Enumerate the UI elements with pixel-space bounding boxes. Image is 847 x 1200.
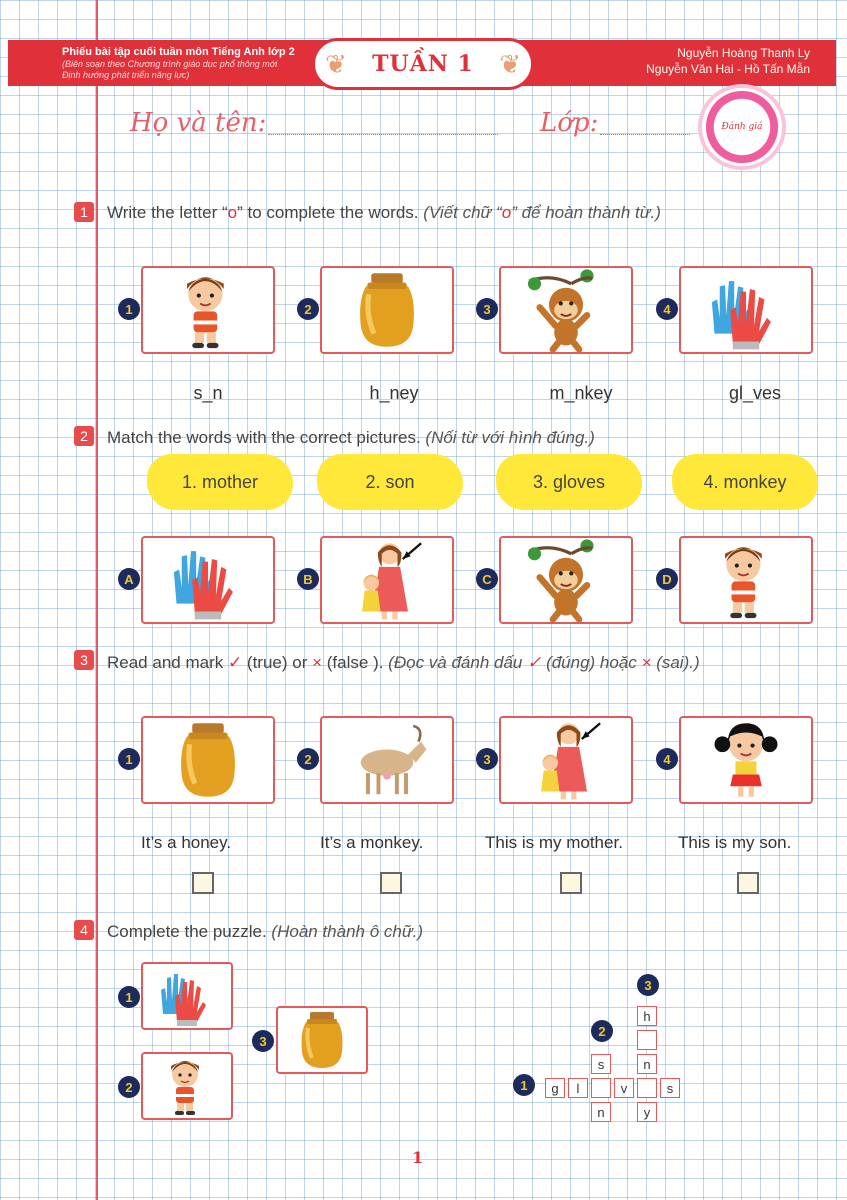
- puzzle-cell[interactable]: s: [660, 1078, 680, 1098]
- s1-card-3: [499, 266, 633, 354]
- monkey-icon: [501, 268, 631, 352]
- s3-num-1: 1: [118, 748, 140, 770]
- cross-icon-vi: ×: [641, 653, 652, 672]
- puzzle-cell[interactable]: v: [614, 1078, 634, 1098]
- header-subject-sub1: (Biên soạn theo Chương trình giáo dục phổ thông mới: [62, 59, 278, 70]
- gloves-icon: [681, 268, 811, 352]
- puzzle-cell[interactable]: [591, 1078, 611, 1098]
- s1-num-4: 4: [656, 298, 678, 320]
- section2-number: 2: [74, 426, 94, 446]
- s3-checkbox-2[interactable]: [380, 872, 402, 894]
- goat-icon: [322, 718, 452, 802]
- s2-card-b[interactable]: [320, 536, 454, 624]
- section2-title: [107, 428, 595, 448]
- s1-word-3: m_nkey: [549, 383, 613, 403]
- s3-num-3: 3: [476, 748, 498, 770]
- s2-card-d[interactable]: [679, 536, 813, 624]
- s2-letter-c: C: [476, 568, 498, 590]
- s1-word-1: s_n: [193, 383, 223, 403]
- s1-card-2: [320, 266, 454, 354]
- puzzle-cell[interactable]: s: [591, 1054, 611, 1074]
- section1-letter-vi: o: [501, 203, 512, 222]
- section3-title-vi-b: (đúng) hoặc: [541, 653, 642, 672]
- s1-word-2: h_ney: [369, 383, 419, 403]
- s1-num-1: 1: [118, 298, 140, 320]
- puzzle-label-2: 2: [591, 1020, 613, 1042]
- puzzle-cell[interactable]: [637, 1078, 657, 1098]
- section4-number: 4: [74, 920, 94, 940]
- ornament-left-icon: ❦: [325, 49, 347, 79]
- puzzle-cell[interactable]: h: [637, 1006, 657, 1026]
- puzzle-cell[interactable]: [637, 1030, 657, 1050]
- s3-sentence-4: This is my son.: [678, 833, 792, 852]
- section4-title-vi: (Hoàn thành ô chữ.): [271, 922, 424, 941]
- author-2: Nguyễn Văn Hai - Hồ Tấn Mẫn: [646, 61, 810, 76]
- s2-letter-a: A: [118, 568, 140, 590]
- s3-sentence-1: It’s a honey.: [141, 833, 232, 852]
- header-subject-sub2: Định hướng phát triển năng lực): [62, 69, 190, 80]
- s1-card-4: [679, 266, 813, 354]
- puzzle-label-3: 3: [637, 974, 659, 996]
- puzzle-cell[interactable]: y: [637, 1102, 657, 1122]
- s1-num-3: 3: [476, 298, 498, 320]
- cross-icon: ×: [312, 653, 323, 672]
- match-word-2[interactable]: 2. son: [320, 457, 460, 507]
- puzzle-cell[interactable]: n: [591, 1102, 611, 1122]
- gloves-icon: [143, 964, 231, 1028]
- name-label: Họ và tên:: [130, 108, 267, 138]
- s4-clue-card-3: [276, 1006, 368, 1074]
- page-number: 1: [412, 1148, 424, 1167]
- class-label: Lớp:: [540, 108, 599, 138]
- section4-title: [107, 922, 423, 942]
- s4-clue-num-1: 1: [118, 986, 140, 1008]
- boy-icon: [143, 268, 273, 352]
- match-word-4[interactable]: 4. monkey: [675, 457, 815, 507]
- section1-title-a: Write the letter “: [107, 203, 228, 222]
- section3-title-vi-c: (sai).): [651, 653, 700, 672]
- s1-word-4: gl_ves: [728, 383, 782, 403]
- s3-num-2: 2: [297, 748, 319, 770]
- s4-clue-num-2: 2: [118, 1076, 140, 1098]
- section3-title-b: (true) or: [242, 653, 313, 672]
- check-icon-vi: ✓: [527, 653, 542, 672]
- puzzle-cell[interactable]: g: [545, 1078, 565, 1098]
- s3-card-2: [320, 716, 454, 804]
- honey-jar-icon: [143, 718, 273, 802]
- s1-card-1: [141, 266, 275, 354]
- section3-title: [107, 653, 700, 673]
- section3-title-c: (false ).: [322, 653, 389, 672]
- s3-num-4: 4: [656, 748, 678, 770]
- section3-number: 3: [74, 650, 94, 670]
- section1-title-b: ” to complete the words.: [237, 203, 424, 222]
- boy-icon: [143, 1054, 231, 1118]
- s1-num-2: 2: [297, 298, 319, 320]
- s3-checkbox-3[interactable]: [560, 872, 582, 894]
- week-badge: [312, 38, 534, 90]
- header-subject: [62, 46, 312, 81]
- s2-letter-b: B: [297, 568, 319, 590]
- grade-flower: [702, 88, 782, 166]
- s4-clue-card-2: [141, 1052, 233, 1120]
- header-subject-title: Phiếu bài tập cuối tuần môn Tiếng Anh lớp 2: [62, 46, 295, 58]
- grade-label: Đánh giá: [721, 122, 763, 132]
- puzzle-cell[interactable]: l: [568, 1078, 588, 1098]
- author-1: Nguyễn Hoàng Thanh Ly: [677, 46, 810, 60]
- ornament-right-icon: ❦: [499, 49, 521, 79]
- section2-title-vi: (Nối từ với hình đúng.): [425, 428, 595, 447]
- match-word-3[interactable]: 3. gloves: [499, 457, 639, 507]
- section1-letter: o: [227, 203, 238, 222]
- s2-letter-d: D: [656, 568, 678, 590]
- section4-title-en: Complete the puzzle.: [107, 922, 272, 941]
- name-field[interactable]: [268, 134, 498, 135]
- honey-jar-icon: [322, 268, 452, 352]
- s4-clue-num-3: 3: [252, 1030, 274, 1052]
- s3-card-3: [499, 716, 633, 804]
- match-word-1[interactable]: 1. mother: [150, 457, 290, 507]
- girl-icon: [681, 718, 811, 802]
- margin-line: [96, 0, 98, 1200]
- boy-icon: [681, 538, 811, 622]
- week-title: TUẦN 1: [372, 51, 474, 77]
- section3-title-a: Read and mark: [107, 653, 228, 672]
- s3-card-1: [141, 716, 275, 804]
- s4-clue-card-1: [141, 962, 233, 1030]
- s2-card-a[interactable]: [141, 536, 275, 624]
- section1-number: 1: [74, 202, 94, 222]
- section1-title-vi-b: ” để hoàn thành từ.): [511, 203, 661, 222]
- s2-card-c[interactable]: [499, 536, 633, 624]
- s3-sentence-2: It’s a monkey.: [320, 833, 424, 852]
- header-authors: [560, 46, 810, 77]
- puzzle-label-1: 1: [513, 1074, 535, 1096]
- class-field[interactable]: [600, 134, 690, 135]
- check-icon: ✓: [227, 653, 243, 672]
- s3-checkbox-1[interactable]: [192, 872, 214, 894]
- honey-jar-icon: [278, 1008, 366, 1072]
- section1-title-vi-a: (Viết chữ “: [423, 203, 502, 222]
- gloves-icon: [143, 538, 273, 622]
- mother-child-icon: [501, 718, 631, 802]
- monkey-icon: [501, 538, 631, 622]
- section3-title-vi-a: (Đọc và đánh dấu: [388, 653, 528, 672]
- section1-title: [107, 203, 661, 223]
- s3-card-4: [679, 716, 813, 804]
- puzzle-cell[interactable]: n: [637, 1054, 657, 1074]
- mother-child-icon: [322, 538, 452, 622]
- s3-sentence-3: This is my mother.: [485, 833, 623, 852]
- section2-title-en: Match the words with the correct pictures.: [107, 428, 426, 447]
- s3-checkbox-4[interactable]: [737, 872, 759, 894]
